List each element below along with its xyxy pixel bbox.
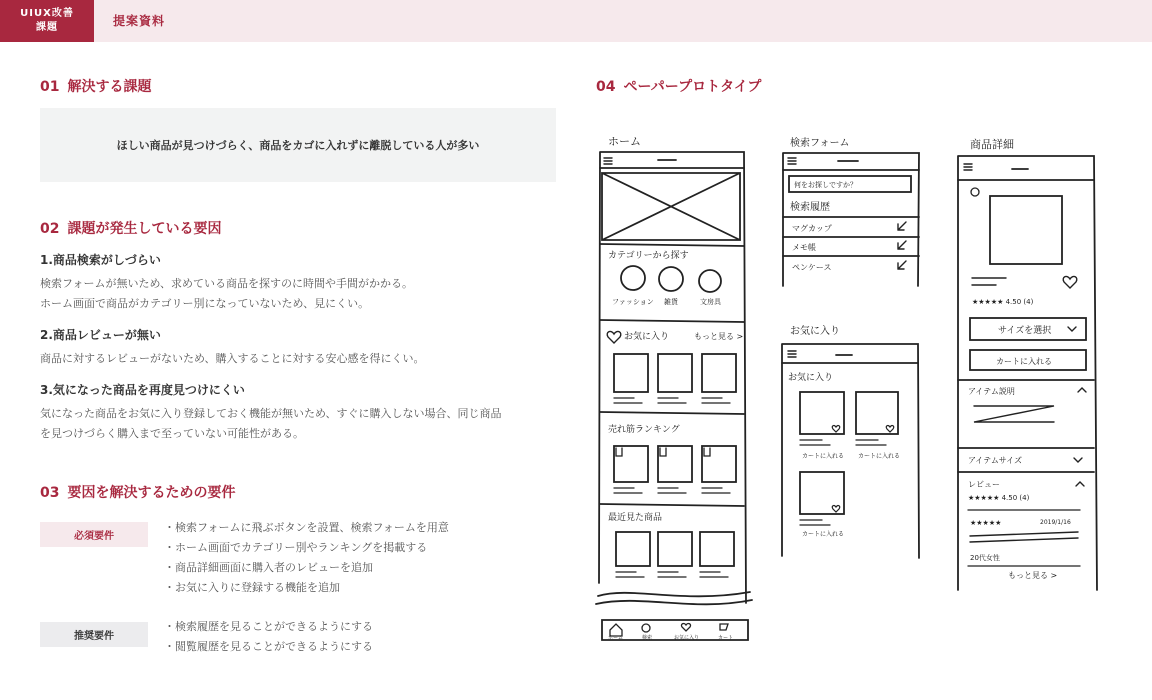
home-cat3: 文房具: [700, 298, 721, 306]
product-thumb: [658, 354, 692, 392]
favorites-sketch-title: お気に入り: [790, 326, 840, 337]
review-label: レビュー: [968, 480, 1000, 489]
home-recent-label: 最近見た商品: [608, 513, 663, 523]
detail-rating: ★★★★★ 4.50 (4): [972, 298, 1034, 306]
header-badge-line1: UIUX改善: [20, 8, 74, 19]
review-user: 20代女性: [970, 554, 1000, 562]
cause-title: 1.商品検索がしづらい: [40, 253, 161, 267]
list-item: ・お気に入りに登録する機能を追加: [164, 581, 340, 594]
chevron-down-icon: [1068, 327, 1076, 331]
text-lines: [616, 572, 728, 577]
product-thumb: [702, 354, 736, 392]
product-thumb: [614, 354, 648, 392]
fav-cart-label: カートに入れる: [858, 453, 901, 460]
section-03-number: 03: [40, 485, 60, 501]
home-fav-label: お気に入り: [624, 332, 670, 342]
section-01-title: 解決する課題: [67, 79, 152, 95]
list-item: ・商品詳細画面に購入者のレビューを追加: [164, 561, 373, 574]
home-more-link: もっと見る >: [694, 332, 744, 341]
review-summary: ★★★★★ 4.50 (4): [968, 494, 1030, 502]
cause-text: 商品に対するレビューがないため、購入することに対する安心感を得にくい。: [40, 352, 425, 365]
wavy-cut: [596, 592, 752, 604]
section-04-heading: [596, 76, 761, 96]
text-lines: [614, 398, 730, 403]
home-cat1: ファッション: [612, 298, 654, 306]
paper-prototype: [592, 118, 1122, 658]
arrow-icon: [898, 241, 906, 249]
rank-badge: [616, 448, 710, 456]
cause-text: 検索フォームが無いため、求めている商品を探すのに時間や手間がかかる。: [40, 277, 414, 290]
detail-more-link: もっと見る >: [1008, 571, 1058, 580]
header-badge-line2: 課題: [36, 22, 58, 33]
section-02-title: 課題が発生している要因: [67, 221, 222, 237]
category-circle: [699, 270, 721, 292]
review-stars: ★★★★★: [970, 519, 1002, 527]
section-04-title: ペーパープロトタイプ: [623, 79, 762, 95]
arrow-icon: [898, 222, 906, 230]
text-lines: [614, 488, 730, 493]
favorites-heading: お気に入り: [788, 373, 834, 383]
product-thumb: [658, 446, 692, 482]
section-03-heading: [40, 482, 235, 502]
menu-icon: [964, 164, 972, 170]
product-thumb: [800, 472, 844, 514]
cart-icon: [720, 624, 728, 630]
product-thumb: [658, 532, 692, 566]
close-icon: [971, 188, 979, 196]
section-04-number: 04: [596, 79, 616, 95]
rec-list: [164, 617, 373, 657]
chevron-up-icon: [1076, 482, 1084, 486]
size-label: アイテムサイズ: [968, 456, 1023, 465]
history-item: ペンケース: [792, 263, 832, 272]
nav-fav: お気に入り: [674, 635, 700, 641]
list-item: ・検索履歴を見ることができるようにする: [164, 620, 373, 633]
divider: [600, 244, 744, 246]
product-thumb: [856, 392, 898, 434]
fav-cart-label: カートに入れる: [802, 453, 845, 460]
text-scribble: [970, 532, 1078, 542]
paper-prototype-sketch: [592, 118, 1122, 658]
must-requirements: [40, 518, 556, 608]
product-thumb: [700, 532, 734, 566]
category-circle: [659, 267, 683, 291]
section-03-title: 要因を解決するための要件: [67, 485, 236, 501]
must-label: 必須要件: [40, 522, 148, 547]
section-01-number: 01: [40, 79, 60, 95]
history-item: マグカップ: [792, 224, 832, 233]
text-scribble: [974, 406, 1054, 422]
recommended-requirements: [40, 617, 556, 667]
product-thumb: [702, 446, 736, 482]
section-02-number: 02: [40, 221, 60, 237]
section-02-heading: [40, 218, 221, 238]
cause-text: ホーム画面で商品がカテゴリー別になっていないため、見にくい。: [40, 297, 370, 310]
text-lines: [800, 440, 886, 445]
cause-item: [40, 326, 556, 369]
menu-icon: [788, 158, 796, 164]
fav-cart-label: カートに入れる: [802, 531, 845, 538]
image-placeholder: [602, 173, 740, 240]
chevron-up-icon: [1078, 388, 1086, 392]
size-select-label: サイズを選択: [998, 326, 1052, 336]
chevron-down-icon: [1074, 458, 1082, 462]
list-item: ・閲覧履歴を見ることができるようにする: [164, 640, 373, 653]
home-cat2: 雑貨: [664, 298, 678, 306]
cause-item: [40, 251, 556, 314]
home-category-label: カテゴリーから探す: [608, 251, 689, 261]
product-thumb: [614, 446, 648, 482]
nav-cart: カート: [718, 635, 734, 641]
heart-icon: [1063, 276, 1077, 288]
cause-text: 気になった商品をお気に入り登録しておく機能が無いため、すぐに購入しない場合、同じ商品: [40, 407, 502, 420]
search-placeholder: 何をお探しですか？: [794, 181, 857, 189]
home-ranking-label: 売れ筋ランキング: [608, 425, 680, 435]
heart-icon: [607, 331, 621, 343]
list-item: ・ホーム画面でカテゴリー別やランキングを掲載する: [164, 541, 428, 554]
problem-box: [40, 108, 556, 182]
review-date: 2019/1/16: [1040, 519, 1071, 526]
menu-icon: [788, 351, 796, 357]
header-badge: [0, 0, 94, 42]
rec-label: 推奨要件: [40, 622, 148, 647]
desc-label: アイテム説明: [968, 387, 1015, 396]
text-lines: [800, 520, 830, 525]
product-thumb: [800, 392, 844, 434]
nav-home: ホーム: [608, 635, 624, 641]
heart-icon: [681, 624, 690, 631]
history-item: メモ帳: [792, 243, 816, 252]
cause-title: 2.商品レビューが無い: [40, 328, 161, 342]
divider: [600, 412, 744, 414]
home-sketch-title: ホーム: [608, 135, 641, 148]
header-title: 提案資料: [113, 14, 166, 28]
heart-icon: [832, 426, 893, 432]
text-lines: [972, 278, 1006, 285]
detail-sketch-title: 商品詳細: [970, 138, 1014, 151]
product-thumb: [616, 532, 650, 566]
header-bar: [0, 0, 1152, 42]
arrow-icon: [898, 261, 906, 269]
search-icon: [642, 624, 650, 632]
category-circle: [621, 266, 645, 290]
heart-icon: [832, 506, 839, 512]
must-list: [164, 518, 449, 598]
nav-search: 検索: [642, 635, 653, 641]
section-01-heading: [40, 76, 151, 96]
list-item: ・検索フォームに飛ぶボタンを設置、検索フォームを用意: [164, 521, 449, 534]
divider: [600, 504, 744, 506]
cart-button-label: カートに入れる: [996, 357, 1052, 366]
search-history-label: 検索履歴: [790, 202, 830, 213]
home-phone-frame: [599, 152, 746, 603]
cause-item: [40, 381, 556, 444]
search-sketch-title: 検索フォーム: [790, 138, 850, 149]
problem-text: ほしい商品が見つけづらく、商品をカゴに入れずに離脱している人が多い: [116, 139, 480, 152]
cause-title: 3.気になった商品を再度見つけにくい: [40, 383, 245, 397]
product-image: [990, 196, 1062, 264]
divider: [600, 320, 744, 322]
cause-text: を見つけづらく購入まで至っていない可能性がある。: [40, 427, 304, 440]
menu-icon: [604, 158, 612, 164]
